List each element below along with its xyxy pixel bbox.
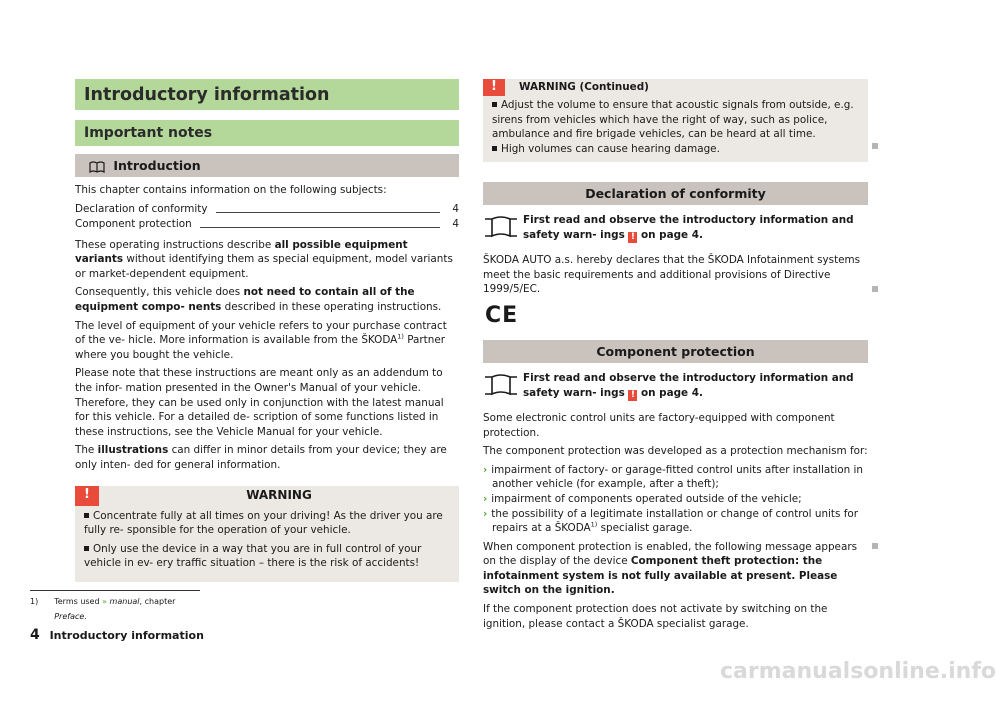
book-icon <box>483 371 519 399</box>
footer-label: Introductory information <box>49 629 204 642</box>
book-icon <box>89 161 105 173</box>
arrow-link-icon[interactable]: » <box>102 597 108 606</box>
cp-list-item: › impairment of components operated outside of the vehicle; <box>483 492 802 505</box>
toc-item-component[interactable] <box>75 217 459 232</box>
arrow-icon: › <box>483 463 488 476</box>
bullet-icon <box>84 546 89 551</box>
intro-text: This chapter contains information on the following subjects: <box>75 184 387 196</box>
bullet-icon <box>492 146 497 151</box>
toc-label: Component protection <box>75 218 192 230</box>
cp-paragraph: The component protection was developed as a protection mechanism for: <box>483 445 868 458</box>
notice-declaration <box>483 213 868 243</box>
paragraph-illustrations: The illustrations can differ in minor details from your device; they are only inten- ded for general information. <box>75 444 447 471</box>
warning-item: Only use the device in a way that you are in full control of your vehicle in ev- ery traffic situation – there is the risk of accidents! <box>84 542 422 570</box>
section-end-mark <box>872 543 878 549</box>
warning-item: Concentrate fully at all times on your driving! As the driver you are fully re- sponsible for the operation of your vehicle. <box>84 509 443 537</box>
warning-title: WARNING <box>246 488 312 503</box>
warning-icon: ! <box>628 232 637 243</box>
toc-page: 4 <box>452 203 459 215</box>
toc-label: Declaration of conformity <box>75 203 208 215</box>
arrow-icon: › <box>483 492 488 505</box>
warning-continued-title: WARNING (Continued) <box>519 81 649 94</box>
warning-icon: ! <box>483 79 505 96</box>
toc-leader <box>216 212 441 213</box>
warning-body <box>75 506 459 578</box>
paragraph-equipment-content: Consequently, this vehicle does not need to contain all of the equipment compo- nents described in these operating instructions. <box>75 286 442 313</box>
right-column <box>483 79 868 635</box>
notice-component <box>483 371 868 401</box>
paragraph-addendum: Please note that these instructions are meant only as an addendum to the infor- mation presented in the Owner's Manual of your vehicle. Therefore, they can be used only in conjunction with the latest manual for this vehicle. For a detailed de- scription of some functions listed in these instructions, see the Vehicle Manual for your vehicle. <box>75 367 444 438</box>
declaration-heading: Declaration of conformity <box>483 182 868 205</box>
cp-list-item: › the possibility of a legitimate installation or change of control units for repairs at a ŠKODA$^{1)}$ specialist garage. <box>483 507 858 535</box>
left-column <box>75 79 459 582</box>
paragraph-equipment-variants: These operating instructions describe all possible equipment variants without identifying them as special equipment, model variants or market-dependent equipment. <box>75 238 453 280</box>
section-title: Important notes <box>75 120 459 146</box>
page-footer <box>30 628 204 644</box>
warning-box <box>75 486 459 582</box>
page-number: 4 <box>30 627 40 643</box>
intro-heading-label: Introduction <box>113 158 201 173</box>
footnote-number: 1) <box>30 597 39 606</box>
bullet-icon <box>84 513 89 518</box>
footnote <box>30 590 200 624</box>
warning-item: High volumes can cause hearing damage. <box>492 142 859 157</box>
notice-text: First read and observe the introductory information and safety warn- ings ! on page 4. <box>523 214 854 242</box>
cp-paragraph: When component protection is enabled, the following message appears on the display of the device Component theft protection: the infotainment system is not fully available at present. Please switch on the ignition. <box>483 540 858 597</box>
warning-icon: ! <box>75 486 99 506</box>
cp-list-item: › impairment of factory- or garage-fitted control units after installation in another vehicle (for example, after a theft); <box>483 463 863 491</box>
intro-heading <box>75 154 459 177</box>
ce-mark: CE <box>485 302 519 328</box>
toc-page: 4 <box>452 218 459 230</box>
section-end-mark <box>872 143 878 149</box>
cp-paragraph: If the component protection does not activate by switching on the ignition, please contact a ŠKODA specialist garage. <box>483 603 828 630</box>
arrow-icon: › <box>483 507 488 520</box>
warning-item: Adjust the volume to ensure that acoustic signals from outside, e.g. sirens from vehicles which have the right of way, such as police, ambulance and fire brigade vehicles, can be heard at all time. <box>492 99 854 141</box>
warning-continued-header <box>483 79 868 96</box>
toc-item-declaration[interactable] <box>75 202 459 217</box>
cp-paragraph: Some electronic control units are factory-equipped with component protection. <box>483 411 835 439</box>
paragraph-equipment-level: The level of equipment of your vehicle refers to your purchase contract of the ve- hicle. More information is available from the ŠKODA$^{1)}$ Partner where you bought the vehicle. <box>75 319 447 361</box>
section-end-mark <box>872 286 878 292</box>
book-icon <box>483 213 519 241</box>
chapter-title: Introductory information <box>75 79 459 110</box>
bullet-icon <box>492 102 497 107</box>
notice-text: First read and observe the introductory information and safety warn- ings ! on page 4. <box>523 372 854 400</box>
component-protection-heading: Component protection <box>483 340 868 363</box>
footnote-text: Terms used » manual, chapter Preface. <box>54 597 176 621</box>
warning-header <box>75 486 459 506</box>
warning-continued-body <box>483 96 868 162</box>
declaration-text: ŠKODA AUTO a.s. hereby declares that the ŠKODA Infotainment systems meet the basic requirements and additional provisions of Directive 1999/5/EC. <box>483 253 861 296</box>
watermark: carmanualsonline.info <box>720 659 996 684</box>
warning-icon: ! <box>628 390 637 401</box>
warning-continued-box <box>483 79 868 162</box>
toc-leader <box>200 227 441 228</box>
